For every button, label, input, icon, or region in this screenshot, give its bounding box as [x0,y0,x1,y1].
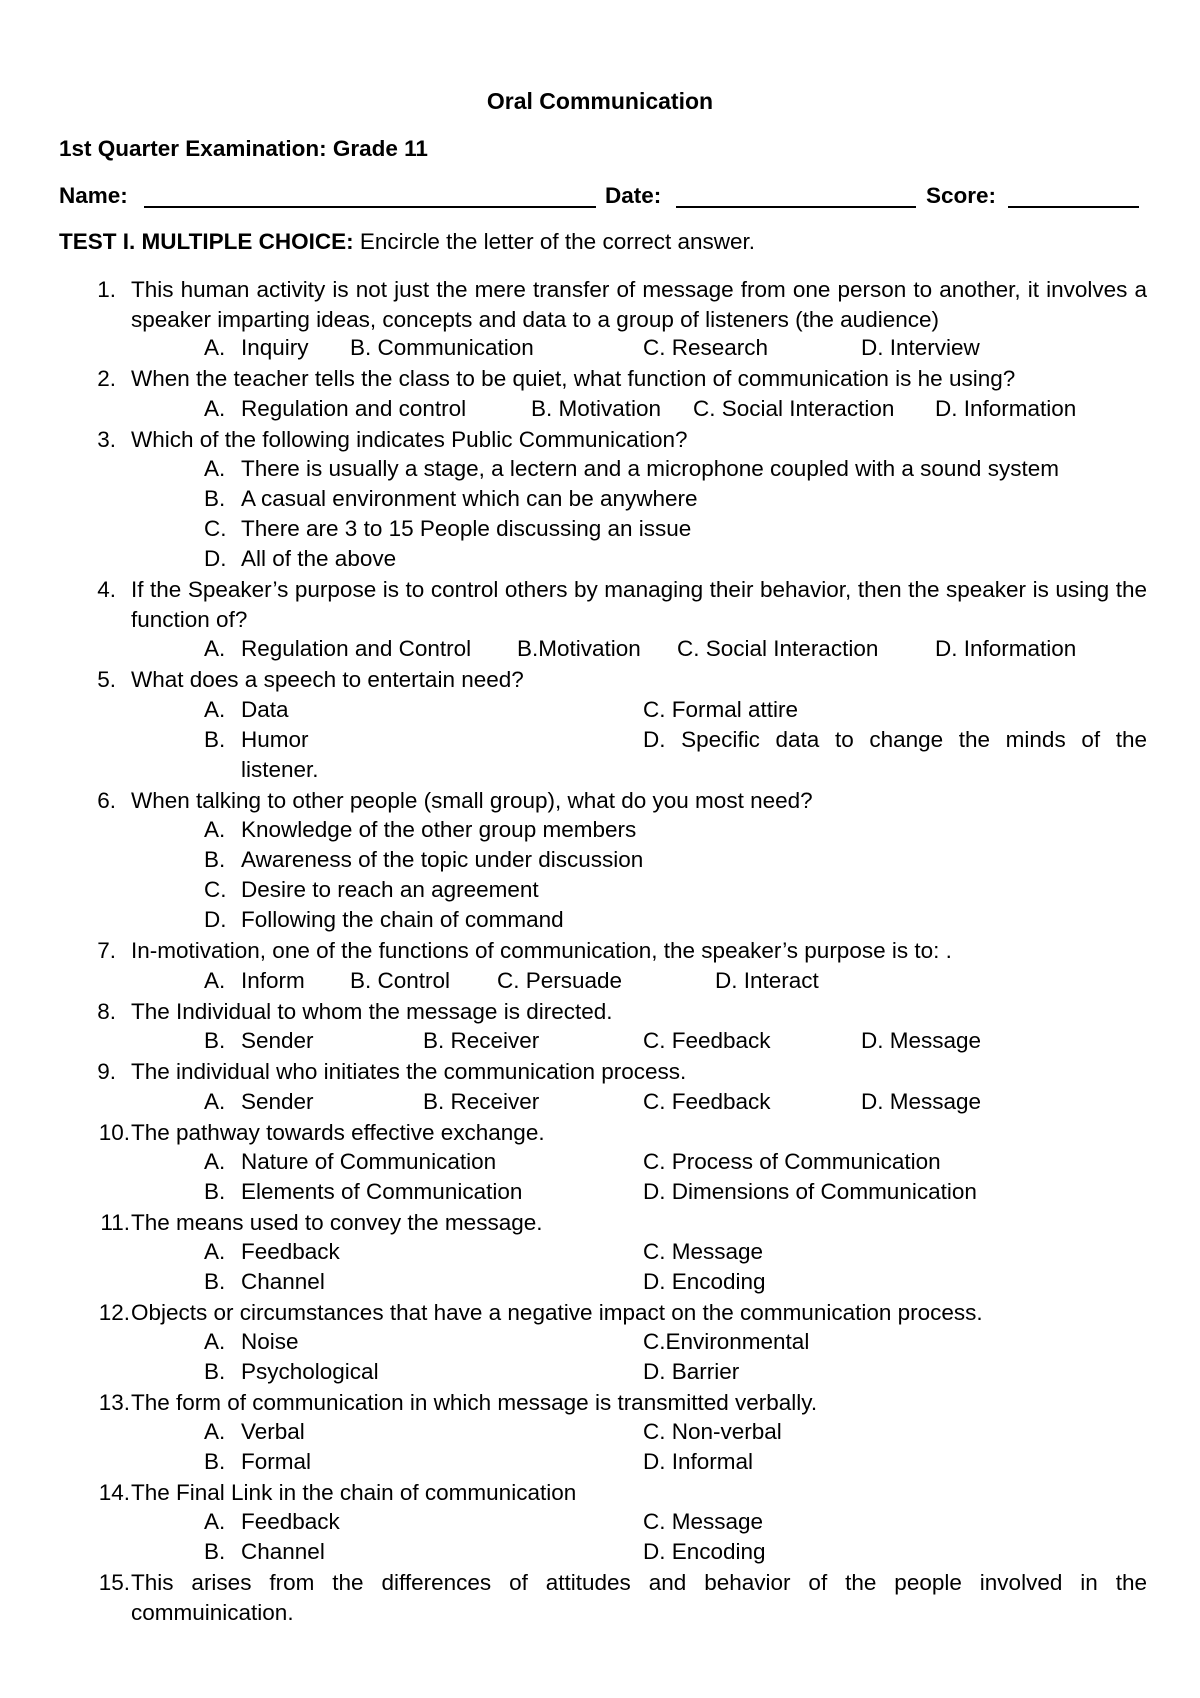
question-text: The pathway towards effective exchange. [131,1120,545,1145]
option-letter[interactable]: A. [204,968,226,993]
option-text[interactable]: All of the above [241,546,397,571]
date-label: Date: [605,183,662,208]
option-text[interactable]: Verbal [241,1419,305,1444]
option[interactable]: C. Research [643,335,769,360]
option-text[interactable]: Humor [241,727,309,752]
option-letter[interactable]: A. [204,1239,226,1264]
option[interactable]: C. Feedback [643,1028,771,1053]
option[interactable]: C. Social Interaction [677,636,879,661]
question-number: 12. [98,1300,130,1325]
option-text[interactable]: Channel [241,1269,325,1294]
question-number: 10. [98,1120,130,1145]
option-letter[interactable]: A. [204,396,226,421]
option-text[interactable]: Feedback [241,1239,340,1264]
option-text[interactable]: There are 3 to 15 People discussing an issue [241,516,692,541]
question-number: 7. [97,938,116,963]
exam-subtitle: 1st Quarter Examination: Grade 11 [59,136,428,161]
question-text: When the teacher tells the class to be quiet, what function of communication is he using? [131,366,1016,391]
test-instructions [59,228,755,256]
score-field[interactable] [1008,188,1139,208]
option-text[interactable]: Regulation and Control [241,636,472,661]
option-text[interactable]: Inquiry [241,335,309,360]
question-text: The individual who initiates the communication process. [131,1059,687,1084]
option[interactable]: D. Barrier [643,1359,740,1384]
question-text: What does a speech to entertain need? [131,667,524,692]
score-label: Score: [926,183,997,208]
option[interactable]: C. Message [643,1239,764,1264]
option[interactable]: D. Information [935,636,1077,661]
option-letter[interactable]: B. [204,727,226,752]
option-continuation: listener. [241,757,319,782]
option-letter[interactable]: B. [204,1449,226,1474]
question-text: If the Speaker’s purpose is to control others by managing their behavior, then the speaker is using the function of? [131,577,1147,632]
option-letter[interactable]: A. [204,1149,226,1174]
option-text[interactable]: Noise [241,1329,299,1354]
option-letter[interactable]: B. [204,847,226,872]
question-text: Objects or circumstances that have a negative impact on the communication process. [131,1300,983,1325]
option-letter[interactable]: B. [204,1179,226,1204]
question-number: 4. [97,577,116,602]
question-number: 6. [97,788,116,813]
option-text[interactable]: Channel [241,1539,325,1564]
option-text[interactable]: There is usually a stage, a lectern and a microphone coupled with a sound system [241,456,1059,481]
option-text[interactable]: Elements of Communication [241,1179,523,1204]
option-text[interactable]: Regulation and control [241,396,467,421]
test-heading: TEST I. MULTIPLE CHOICE: [59,229,354,254]
option-text[interactable]: Data [241,697,289,722]
option-text[interactable]: Sender [241,1089,314,1114]
option[interactable]: B. Receiver [423,1089,540,1114]
page-title: Oral Communication [486,88,714,114]
option-text[interactable]: Awareness of the topic under discussion [241,847,644,872]
option-text[interactable]: Psychological [241,1359,379,1384]
question-text: The means used to convey the message. [131,1210,543,1235]
question-text: Which of the following indicates Public Communication? [131,427,688,452]
option[interactable]: D. Encoding [643,1539,766,1564]
question-text: In-motivation, one of the functions of communication, the speaker’s purpose is to: . [131,938,952,963]
question-number: 1. [97,277,116,302]
option[interactable]: C. Message [643,1509,764,1534]
test-instruction: Encircle the letter of the correct answer. [353,229,756,254]
name-field[interactable] [144,188,596,208]
question-text: This arises from the differences of attitudes and behavior of the people involved in the commuinication. [131,1570,1147,1625]
option-letter[interactable]: A. [204,1089,226,1114]
option-letter[interactable]: A. [204,697,226,722]
option-letter[interactable]: A. [204,456,226,481]
option[interactable]: D. Message [861,1028,982,1053]
option-letter[interactable]: C. [204,516,227,541]
question-number: 2. [97,366,116,391]
option-letter[interactable]: A. [204,1419,226,1444]
option-text[interactable]: Nature of Communication [241,1149,497,1174]
option-letter[interactable]: B. [204,486,226,511]
question-number: 11. [100,1210,130,1235]
option-letter[interactable]: D. [204,907,227,932]
date-field[interactable] [676,188,916,208]
option[interactable]: C. Process of Communication [643,1149,941,1174]
option[interactable]: B.Motivation [517,636,641,661]
option[interactable]: D. Interact [715,968,819,993]
question-text: When talking to other people (small group), what do you most need? [131,788,813,813]
question-number: 13. [98,1390,130,1415]
option[interactable]: C. Social Interaction [693,396,895,421]
option-letter[interactable]: C. [204,877,227,902]
option-letter[interactable]: A. [204,335,226,360]
option-text[interactable]: Inform [241,968,305,993]
option-text[interactable]: Following the chain of command [241,907,564,932]
option-text[interactable]: Desire to reach an agreement [241,877,539,902]
option-letter[interactable]: A. [204,1329,226,1354]
question-number: 5. [97,667,116,692]
option[interactable]: C. Non-verbal [643,1419,782,1444]
option[interactable]: C.Environmental [643,1329,810,1354]
option-text[interactable]: Feedback [241,1509,340,1534]
option-text[interactable]: Formal [241,1449,312,1474]
question-number: 15. [98,1570,130,1595]
option[interactable]: B. Communication [350,335,534,360]
option[interactable]: D. Interview [861,335,980,360]
option-letter[interactable]: A. [204,636,226,661]
option-text[interactable]: A casual environment which can be anywhere [241,486,698,511]
option[interactable]: D. Specific data to change the minds of the [643,727,1147,752]
option[interactable]: D. Dimensions of Communication [643,1179,977,1204]
option[interactable]: D. Message [861,1089,982,1114]
option-letter[interactable]: B. [204,1539,226,1564]
option[interactable]: D. Encoding [643,1269,766,1294]
question-number: 14. [98,1480,130,1505]
option[interactable]: C. Persuade [497,968,623,993]
option[interactable]: D. Information [935,396,1077,421]
option-letter[interactable]: D. [204,546,227,571]
option[interactable]: B. Control [350,968,451,993]
option[interactable]: C. Feedback [643,1089,771,1114]
option-letter[interactable]: B. [204,1028,226,1053]
option-text[interactable]: Sender [241,1028,314,1053]
question-text: The Individual to whom the message is directed. [131,999,613,1024]
option-letter[interactable]: A. [204,817,226,842]
option[interactable]: C. Formal attire [643,697,799,722]
name-label: Name: [59,183,128,208]
question-text: The Final Link in the chain of communication [131,1480,577,1505]
option-text[interactable]: Knowledge of the other group members [241,817,637,842]
option[interactable]: B. Receiver [423,1028,540,1053]
option-letter[interactable]: A. [204,1509,226,1534]
question-text: This human activity is not just the mere transfer of message from one person to another, it involves a speaker imparting ideas, concepts and data to a group of listeners (the audience) [131,277,1147,332]
option[interactable]: D. Informal [643,1449,754,1474]
question-number: 3. [97,427,116,452]
option-letter[interactable]: B. [204,1359,226,1384]
question-text: The form of communication in which message is transmitted verbally. [131,1390,818,1415]
option[interactable]: B. Motivation [531,396,662,421]
question-number: 8. [97,999,116,1024]
question-number: 9. [97,1059,116,1084]
option-letter[interactable]: B. [204,1269,226,1294]
